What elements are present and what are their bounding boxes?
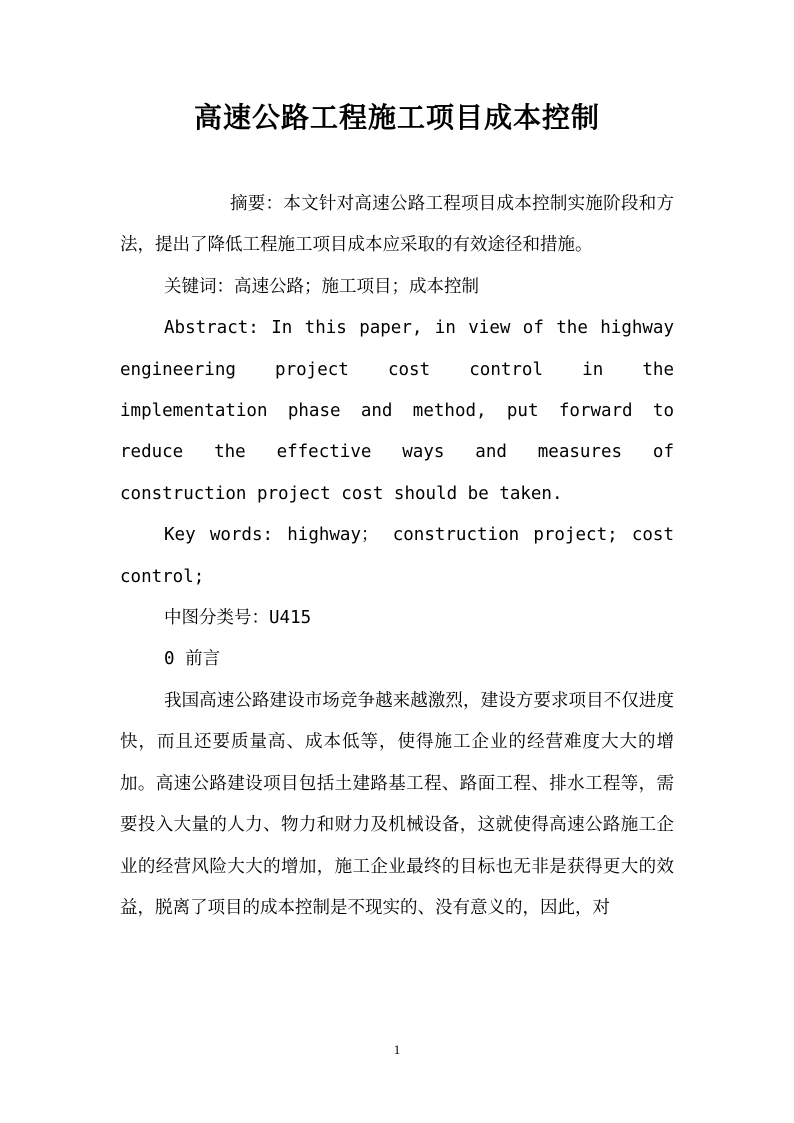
keywords-en: Key words: highway； construction project; cost control; [120, 525, 674, 587]
page-number: 1 [393, 1042, 401, 1057]
document-body [120, 184, 674, 929]
abstract-en: Abstract: In this paper, in view of the highway engineering project cost control in the implementation phase and method, put forward to reduce the effective ways and measures of construction project cost should be taken. [120, 318, 674, 504]
document-title: 高速公路工程施工项目成本控制 [193, 101, 600, 134]
classification-number: 中图分类号：U415 [164, 608, 312, 629]
abstract-cn: 摘要：本文针对高速公路工程项目成本控制实施阶段和方法，提出了降低工程施工项目成本应采取的有效途径和措施。 [120, 194, 674, 256]
intro-paragraph: 我国高速公路建设市场竞争越来越激烈，建设方要求项目不仅进度快，而且还要质量高、成本低等，使得施工企业的经营难度大大的增加。高速公路建设项目包括土建路基工程、路面工程、排水工程等，需要投入大量的人力、物力和财力及机械设备，这就使得高速公路施工企业的经营风险大大的增加，施工企业最终的目标也无非是获得更大的效益，脱离了项目的成本控制是不现实的、没有意义的，因此，对 [120, 690, 674, 918]
section-heading: 0 前言 [164, 649, 221, 670]
keywords-cn: 关键词：高速公路；施工项目；成本控制 [164, 276, 479, 297]
